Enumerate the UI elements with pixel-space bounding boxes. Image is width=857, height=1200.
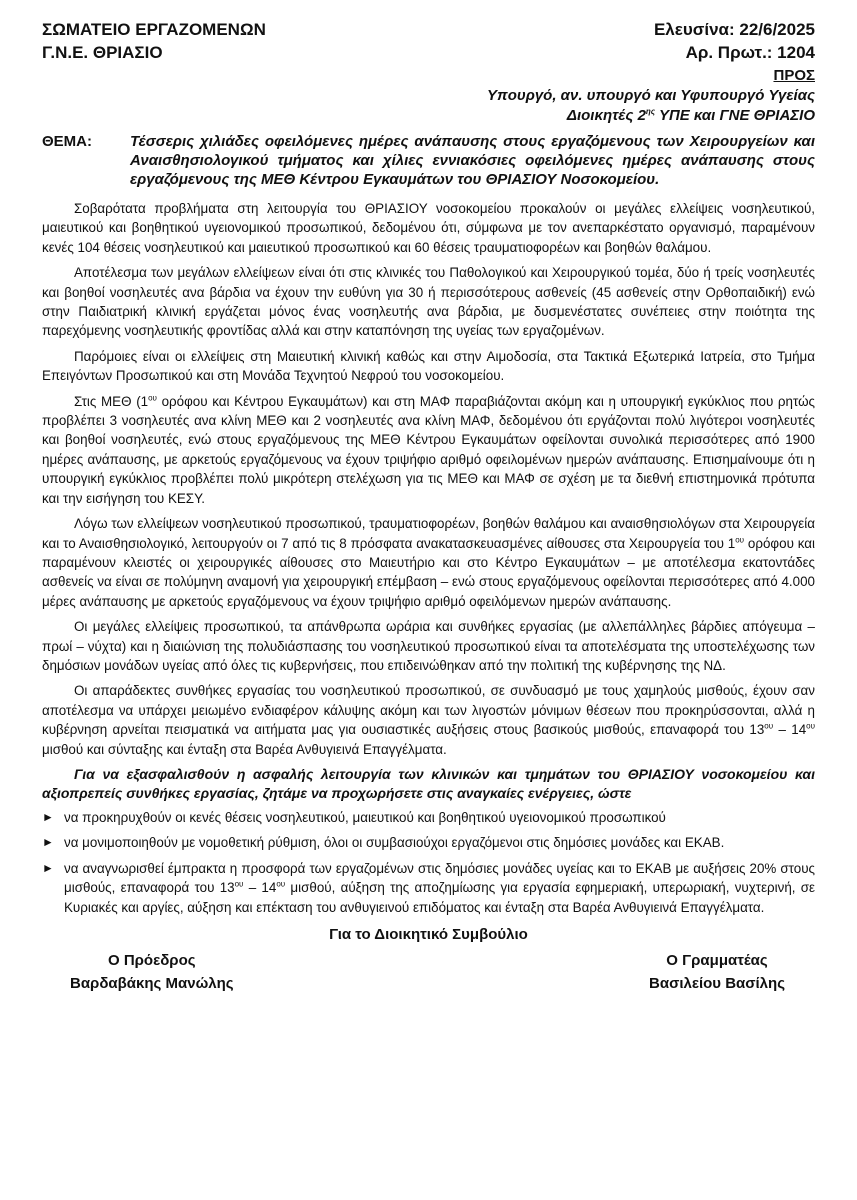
demand-3-mid: – 14 bbox=[243, 880, 277, 896]
paragraph-7-start: Οι απαράδεκτες συνθήκες εργασίας του νοσηλευτικού προσωπικού, σε συνδυασμό με τους χαμηλούς μισθούς, έχουν σαν αποτέλεσμα να υπάρχει μειωμένο ενδιαφέρον κάλυψης ακόμη και των λιγοστών μόνιμων θέσεων που προκηρύσσονται, αλλά η κυβέρνηση αρνείται πεισματικά να αιτήματα μας για ουσιαστικές αυξήσεις στους βασικούς μισθούς, επαναφορά του 13 bbox=[42, 683, 815, 738]
paragraph-5-start: Λόγω των ελλείψεων νοσηλευτικού προσωπικού, τραυματιοφορέων, βοηθών θαλάμου και αναισθησιολόγων στα Χειρουργεία και το Αναισθησιολογικό, λειτουργούν οι 7 από τις 8 πρόσφατα ανακατασκευασμένες αίθουσες στα Χειρουργεία του 1 bbox=[42, 516, 815, 551]
paragraph-7 bbox=[42, 681, 815, 759]
triangle-bullet-icon: ► bbox=[42, 860, 54, 875]
demand-3-sup-1: ου bbox=[234, 879, 244, 889]
paragraph-7-mid: – 14 bbox=[773, 722, 807, 738]
secretary-role: Ο Γραμματέας bbox=[666, 952, 768, 969]
president-role: Ο Πρόεδρος bbox=[107, 952, 196, 969]
list-item bbox=[42, 859, 815, 917]
subject-block bbox=[42, 132, 815, 189]
demands-list bbox=[42, 808, 815, 917]
demand-1: να προκηρυχθούν οι κενές θέσεις νοσηλευτικού, μαιευτικού και βοηθητικού υγειονομικού προσωπικού bbox=[64, 809, 666, 825]
protocol-number: Αρ. Πρωτ.: 1204 bbox=[685, 43, 815, 62]
subject-label: ΘΕΜΑ: bbox=[42, 133, 92, 150]
paragraph-7-end: μισθού και σύνταξης και ένταξη στα Βαρέα Ανθυγιεινά Επαγγέλματα. bbox=[42, 741, 447, 757]
demand-2: να μονιμοποιηθούν με νομοθετική ρύθμιση, όλοι οι συμβασιούχοι εργαζόμενοι στις δημόσιες μονάδες και ΕΚΑΒ. bbox=[64, 835, 725, 851]
paragraph-4 bbox=[42, 392, 815, 508]
recipients-line-2-end: ΥΠΕ και ΓΝΕ ΘΡΙΑΣΙΟ bbox=[655, 107, 815, 124]
secretary-name: Βασιλείου Βασίλης bbox=[649, 975, 785, 992]
paragraph-7-sup-2: ου bbox=[806, 721, 815, 731]
letter-body bbox=[42, 199, 815, 759]
date-protocol-block bbox=[654, 18, 815, 64]
recipients-line-1: Υπουργό, αν. υπουργό και Υφυπουργό Υγείας bbox=[487, 87, 815, 104]
list-item bbox=[42, 808, 815, 827]
paragraph-7-sup-1: ου bbox=[764, 721, 774, 731]
sender-block bbox=[42, 18, 266, 64]
paragraph-5-sup: ου bbox=[735, 535, 745, 545]
paragraph-5 bbox=[42, 514, 815, 611]
signature-title: Για το Διοικητικό Συμβούλιο bbox=[329, 926, 528, 943]
demand-3 bbox=[64, 859, 815, 917]
paragraph-2: Αποτέλεσμα των μεγάλων ελλείψεων είναι ότι στις κλινικές του Παθολογικού και Χειρουργικού τομέα, δύο ή τρείς νοσηλευτές και βοηθοί νοσηλευτές ανα βάρδια να έχουν την ευθύνη για 30 ή περισσότερους ασθενείς (45 ασθενείς στην Ορθοπαιδική) ενώ στην Παιδιατρική κλινική εργάζεται μόνος ένας νοσηλευτής ανα βάρδια, με δυσμενέστατες συνέπειες στην ποιότητα της παρεχόμενης νοσηλευτικής φροντίδας αλλά και στην καταπόνηση της υγείας των εργαζομένων. bbox=[42, 265, 815, 339]
paragraph-3: Παρόμοιες είναι οι ελλείψεις στη Μαιευτική κλινική καθώς και στην Αιμοδοσία, στα Τακτικά Εξωτερικά Ιατρεία, στο Τμήμα Επειγόντων Προσωπικού και στη Μονάδα Τεχνητού Νεφρού του νοσοκομείου. bbox=[42, 348, 815, 384]
secretary-signature bbox=[649, 949, 785, 995]
triangle-bullet-icon: ► bbox=[42, 809, 54, 824]
recipients-label: ΠΡΟΣ bbox=[773, 67, 815, 84]
president-signature bbox=[70, 949, 234, 995]
recipients-block bbox=[42, 66, 815, 126]
hospital-name: Γ.Ν.Ε. ΘΡΙΑΣΙΟ bbox=[42, 43, 163, 62]
triangle-bullet-icon: ► bbox=[42, 835, 54, 850]
president-name: Βαρδαβάκης Μανώλης bbox=[70, 975, 234, 992]
recipients-line-2-start: Διοικητές 2 bbox=[566, 107, 646, 124]
union-name: ΣΩΜΑΤΕΙΟ ΕΡΓΑΖΟΜΕΝΩΝ bbox=[42, 20, 266, 39]
demand-intro: Για να εξασφαλισθούν η ασφαλής λειτουργία των κλινικών και τμημάτων του ΘΡΙΑΣΙΟΥ νοσοκομείου και αξιοπρεπείς συνθήκες εργασίας, ζητάμε να προχωρήσετε στις αναγκαίες ενέργειες, ώστε bbox=[42, 765, 815, 802]
paragraph-1: Σοβαρότατα προβλήματα στη λειτουργία του ΘΡΙΑΣΙΟΥ νοσοκομείου προκαλούν οι μεγάλες ελλείψεις νοσηλευτικού, μαιευτικού και βοηθητικού υγειονομικού προσωπικού, δεδομένου ότι, σύμφωνα με τον ανεπαρκέστατο οργανισμό, παραμένουν κενές 104 θέσεις νοσηλευτικού και μαιευτικού προσωπικού και 60 θέσεις τραυματιοφορέων και βοηθών θαλάμου. bbox=[42, 201, 815, 255]
paragraph-4-sup: ου bbox=[148, 393, 157, 403]
recipients-line-2 bbox=[42, 106, 815, 126]
paragraph-4-end: ορόφου και Κέντρου Εγκαυμάτων) και στη ΜΑΦ παραβιάζονται ακόμη και η υπουργική εγκύκλιος που ρητώς προβλέπει 3 νοσηλευτές ανα κλίνη ΜΕΘ και 2 νοσηλευτές ανα κλίνη ΜΑΦ, δεδομένου ότι εργάζονται πολύ λιγότεροι νοσηλευτές και βοηθοί νοσηλευτές, ενώ στους εργαζόμενους της ΜΕΘ Κέντρου Εγκαυμάτων οφείλονται συνολικά περισσότερες από 1900 ημέρες ανάπαυσης, με αρκετούς εργαζόμενους να έχουν τριψήφιο αριθμό οφειλομένων ημερών ανάπαυσης. Επισημαίνουμε ότι η υπουργική εγκύκλιος προβλέπει πολύ μικρότερη στελέχωση για τις ΜΕΘ και ΜΑΦ σε σχέση με τα διεθνή επιστημονικά πρότυπα και την εισήγηση του ΚΕΣΥ. bbox=[42, 393, 816, 506]
letter-header bbox=[42, 18, 815, 64]
paragraph-4-start: Στις ΜΕΘ (1 bbox=[74, 393, 149, 409]
paragraph-6: Οι μεγάλες ελλείψεις προσωπικού, τα απάνθρωπα ωράρια και συνθήκες εργασίας (με αλλεπάλληλες βάρδιες απόγευμα – πρωί – νύχτα) και η διαιώνιση της πολυδιάσπασης του νοσηλευτικού προσωπικού είναι τα αποτελέσματα της υποστελέχωσης των δημόσιων μονάδων υγείας από όλες τις κυβερνήσεις, που επιδεινώθηκαν από την πολιτική της κυβέρνησης της ΝΔ. bbox=[42, 619, 815, 673]
demand-3-end: μισθού, αύξηση της αποζημίωσης για εργασία εφημεριακή, υπερωριακή, νυχτερινή, σε Κυριακές και αργίες, αύξηση και επέκταση του ανθυγιεινού επιδόματος και ένταξη στα Βαρέα Ανθυγιεινά Επαγγέλματα. bbox=[64, 880, 815, 915]
recipients-line-2-sup: ης bbox=[645, 107, 656, 116]
place-date: Ελευσίνα: 22/6/2025 bbox=[653, 20, 815, 39]
list-item bbox=[42, 833, 815, 852]
subject-text: Τέσσερις χιλιάδες οφειλόμενες ημέρες ανάπαυσης στους εργαζόμενους των Χειρουργείων και Αναισθησιολογικού τμήματος και χίλιες εννιακόσιες οφειλόμενες ημέρες ανάπαυσης στους εργαζόμενους της ΜΕΘ Κέντρου Εγκαυμάτων του ΘΡΙΑΣΙΟΥ Νοσοκομείου. bbox=[130, 133, 815, 188]
demand-3-start: να αναγνωρισθεί έμπρακτα η προσφορά των εργαζομένων στις δημόσιες μονάδες υγείας και το ΕΚΑΒ με αυξήσεις 20% στους μισθούς, επαναφορά του 13 bbox=[64, 860, 815, 896]
signature-row bbox=[42, 949, 815, 995]
paragraph-5-end: ορόφου και παραμένουν κλειστές οι χειρουργικές αίθουσες στο Μαιευτήριο και στο Κέντρο Εγκαυμάτων – με αποτέλεσμα εκατοντάδες ασθενείς να είναι σε πολύμηνη αναμονή για χειρουργική επέμβαση – ενώ στους εργαζόμενους οφείλονται περισσότερες από 4.000 μέρες ανάπαυσης με αρκετούς εργαζόμενους να έχουν τριψήφιο αριθμό οφειλόμενων ημερών ανάπαυσης. bbox=[42, 535, 815, 609]
demand-3-sup-2: ου bbox=[276, 879, 286, 889]
